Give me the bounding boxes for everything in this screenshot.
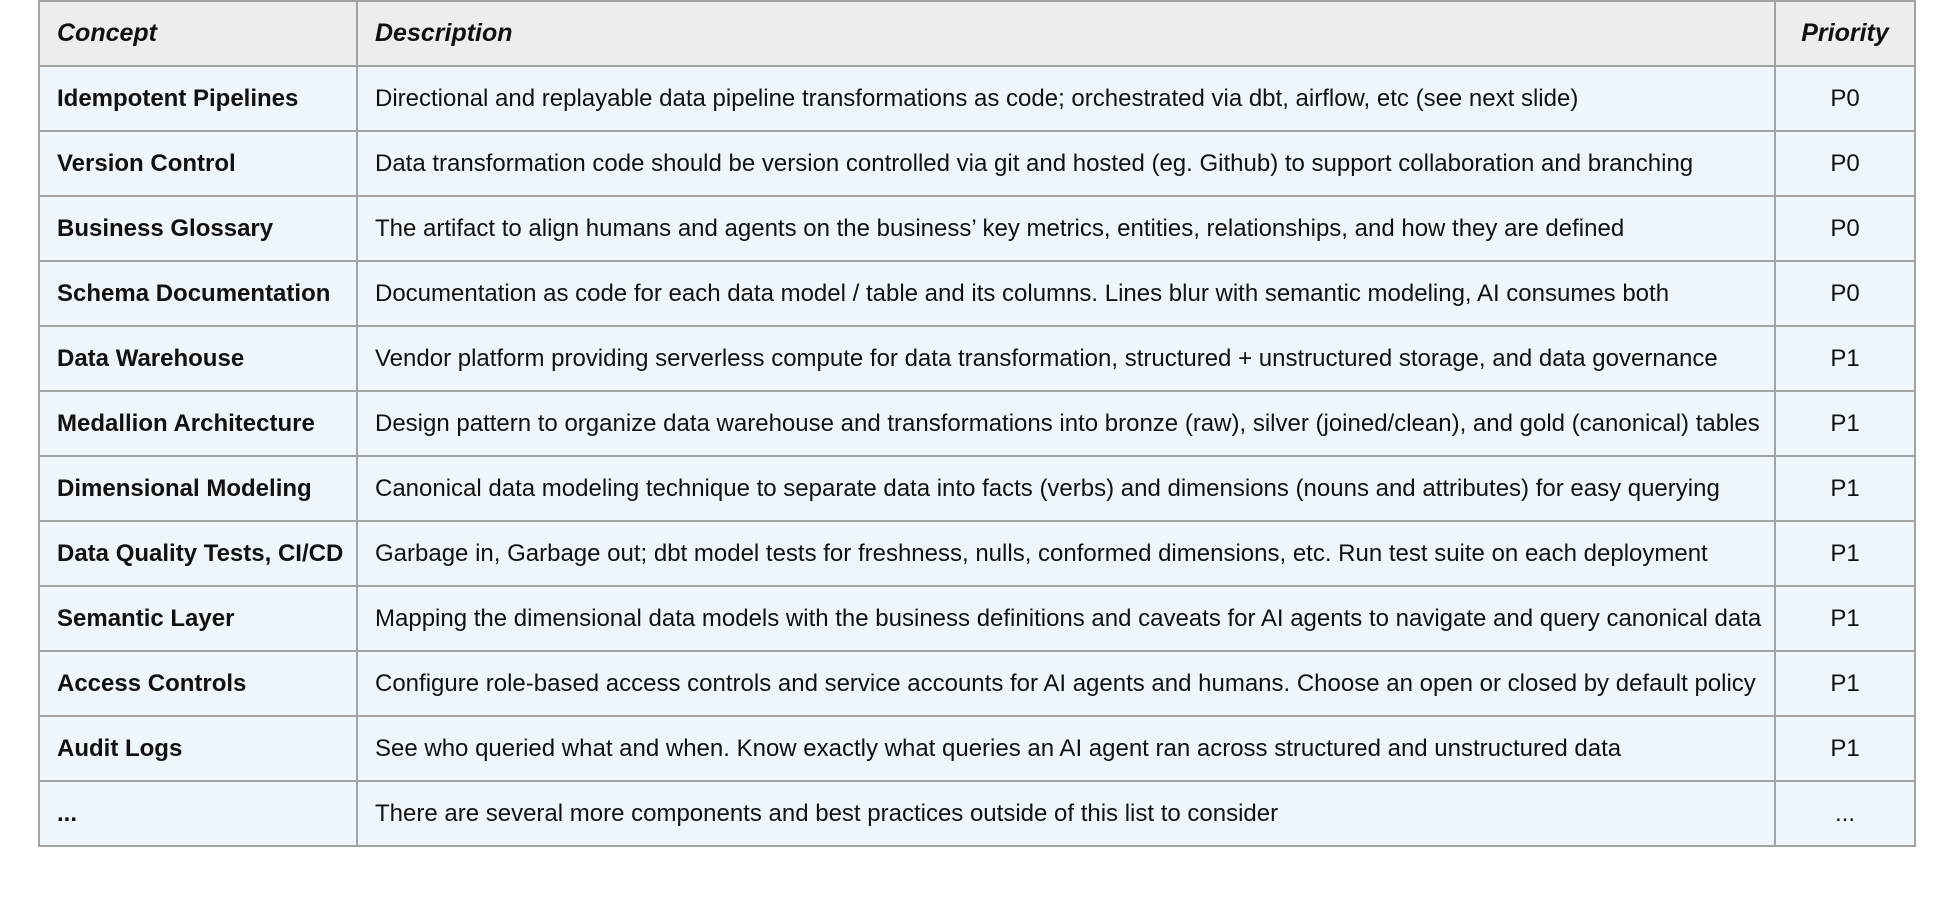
priority-cell: P1 [1775, 521, 1915, 586]
description-cell: There are several more components and best practices outside of this list to consider [357, 781, 1775, 846]
table-row [39, 456, 1915, 521]
table-row [39, 326, 1915, 391]
table-row [39, 651, 1915, 716]
priority-cell: P1 [1775, 586, 1915, 651]
table-header-row [39, 1, 1915, 66]
description-cell: Data transformation code should be version controlled via git and hosted (eg. Github) to support collaboration and branching [357, 131, 1775, 196]
description-cell: See who queried what and when. Know exactly what queries an AI agent ran across structured and unstructured data [357, 716, 1775, 781]
concept-cell: Version Control [39, 131, 357, 196]
priority-cell: P0 [1775, 66, 1915, 131]
concept-cell: Data Quality Tests, CI/CD [39, 521, 357, 586]
concepts-table-container [38, 0, 1914, 847]
table-row [39, 66, 1915, 131]
description-cell: Configure role-based access controls and service accounts for AI agents and humans. Choose an open or closed by default policy [357, 651, 1775, 716]
description-cell: Canonical data modeling technique to separate data into facts (verbs) and dimensions (nouns and attributes) for easy querying [357, 456, 1775, 521]
table-row [39, 521, 1915, 586]
priority-cell: P1 [1775, 326, 1915, 391]
header-priority: Priority [1775, 1, 1915, 66]
description-cell: Mapping the dimensional data models with the business definitions and caveats for AI agents to navigate and query canonical data [357, 586, 1775, 651]
description-cell: The artifact to align humans and agents on the business’ key metrics, entities, relationships, and how they are defined [357, 196, 1775, 261]
priority-cell: P1 [1775, 456, 1915, 521]
priority-cell: P0 [1775, 261, 1915, 326]
table-row [39, 131, 1915, 196]
concept-cell: Audit Logs [39, 716, 357, 781]
table-row [39, 391, 1915, 456]
priority-cell: ... [1775, 781, 1915, 846]
concept-cell: Schema Documentation [39, 261, 357, 326]
concept-cell: Semantic Layer [39, 586, 357, 651]
priority-cell: P1 [1775, 391, 1915, 456]
table-row [39, 781, 1915, 846]
concept-cell: Medallion Architecture [39, 391, 357, 456]
description-cell: Design pattern to organize data warehouse and transformations into bronze (raw), silver (joined/clean), and gold (canonical) tables [357, 391, 1775, 456]
table-row [39, 261, 1915, 326]
concept-cell: Data Warehouse [39, 326, 357, 391]
table-row [39, 716, 1915, 781]
priority-cell: P0 [1775, 131, 1915, 196]
header-concept: Concept [39, 1, 357, 66]
description-cell: Documentation as code for each data model / table and its columns. Lines blur with semantic modeling, AI consumes both [357, 261, 1775, 326]
concept-cell: Business Glossary [39, 196, 357, 261]
concept-cell: Access Controls [39, 651, 357, 716]
concept-cell: Dimensional Modeling [39, 456, 357, 521]
description-cell: Vendor platform providing serverless compute for data transformation, structured + unstructured storage, and data governance [357, 326, 1775, 391]
concept-cell: Idempotent Pipelines [39, 66, 357, 131]
table-row [39, 586, 1915, 651]
priority-cell: P1 [1775, 651, 1915, 716]
priority-cell: P0 [1775, 196, 1915, 261]
description-cell: Garbage in, Garbage out; dbt model tests for freshness, nulls, conformed dimensions, etc. Run test suite on each deployment [357, 521, 1775, 586]
header-description: Description [357, 1, 1775, 66]
concept-cell: ... [39, 781, 357, 846]
priority-cell: P1 [1775, 716, 1915, 781]
description-cell: Directional and replayable data pipeline transformations as code; orchestrated via dbt, airflow, etc (see next slide) [357, 66, 1775, 131]
concepts-table [38, 0, 1916, 847]
table-row [39, 196, 1915, 261]
